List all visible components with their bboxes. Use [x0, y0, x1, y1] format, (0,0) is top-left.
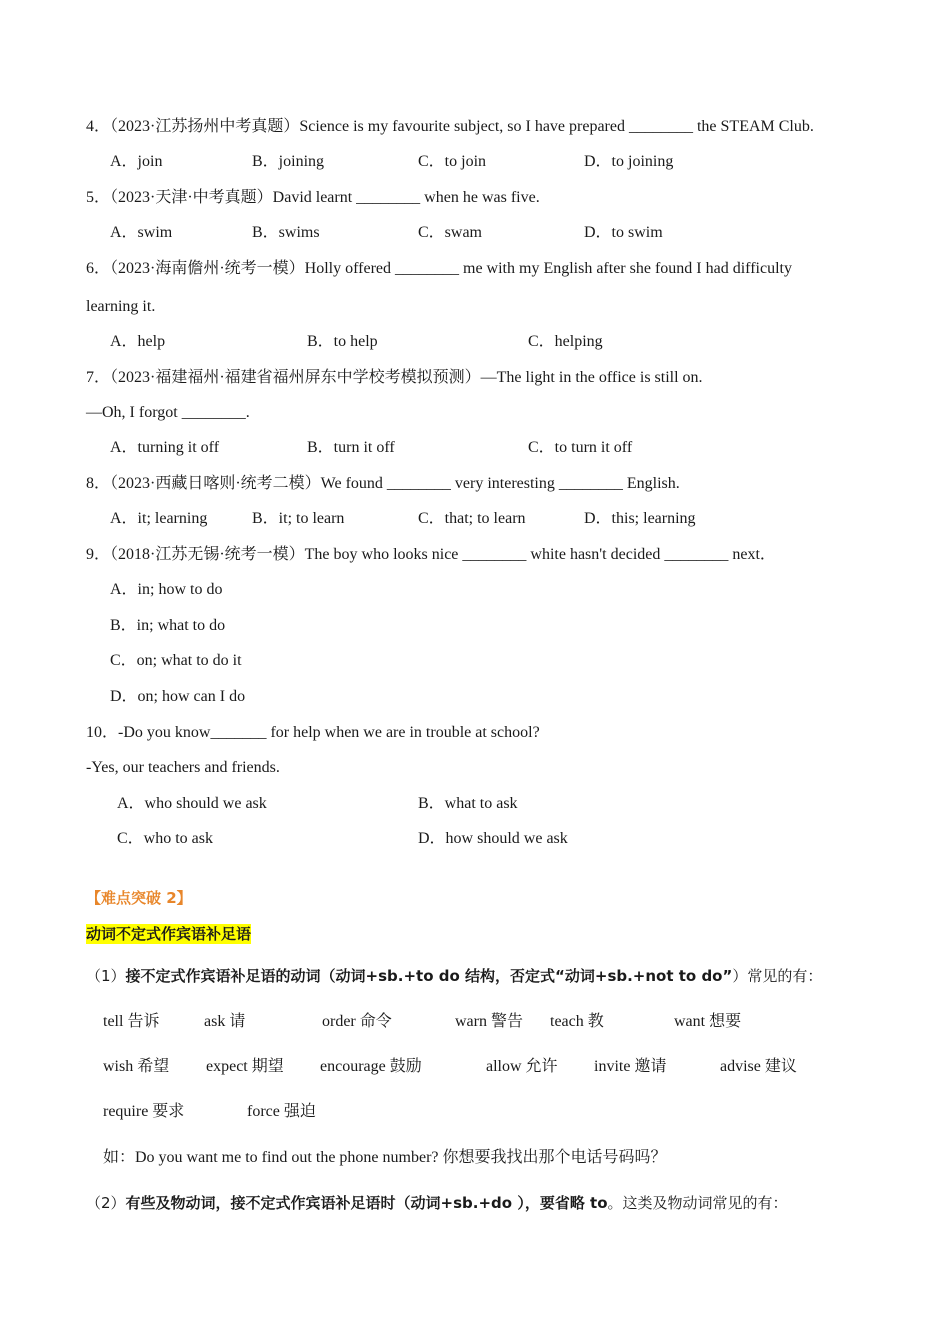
verb-item: tell 告诉 — [103, 1013, 160, 1030]
question-5-option-a: A．swim — [110, 224, 173, 241]
verb-item: want 想要 — [674, 1013, 742, 1030]
question-10-option-d: D．how should we ask — [418, 830, 568, 847]
section-subtitle — [86, 924, 251, 945]
verb-item: ask 请 — [204, 1013, 246, 1030]
question-6-stem: 6．（2023·海南儋州·统考一模）Holly offered ________ me with my English after she found I had difficulty — [86, 260, 792, 277]
question-9-option-d: D．on; how can I do — [110, 688, 246, 705]
question-10-stem: 10．-Do you know_______ for help when we are in trouble at school? — [86, 724, 540, 741]
verb-item: require 要求 — [103, 1103, 185, 1120]
verb-item: advise 建议 — [720, 1058, 797, 1075]
question-8-option-a: A．it; learning — [110, 510, 208, 527]
question-7-option-b: B．turn it off — [307, 439, 395, 456]
verb-item: wish 希望 — [103, 1058, 170, 1075]
question-4-option-c: C．to join — [418, 153, 487, 170]
verb-item: warn 警告 — [455, 1013, 523, 1030]
section-title: 【难点突破 2】 — [86, 889, 192, 907]
point-2-number: （2） — [86, 1194, 126, 1212]
question-7-stem: 7．（2023·福建福州·福建省福州屏东中学校考模拟预测）—The light in the office is still on. — [86, 369, 703, 386]
question-9-option-b: B．in; what to do — [110, 617, 226, 634]
point-1-tail-text: ）常见的有： — [732, 967, 823, 985]
question-5-option-b: B．swims — [252, 224, 320, 241]
point-1-number: （1） — [86, 967, 126, 985]
question-4-option-a: A．join — [110, 153, 163, 170]
question-7-option-a: A．turning it off — [110, 439, 220, 456]
question-6-stem-continued: learning it. — [86, 298, 156, 315]
verb-item: expect 期望 — [206, 1058, 284, 1075]
question-4-stem: 4．（2023·江苏扬州中考真题）Science is my favourite subject, so I have prepared ________ the STEAM Club. — [86, 118, 814, 135]
question-5-option-c: C．swam — [418, 224, 483, 241]
question-4-option-d: D．to joining — [584, 153, 674, 170]
question-9-stem: 9．（2018·江苏无锡·统考一模）The boy who looks nice ________ white hasn't decided ________ next． — [86, 546, 776, 563]
question-10-option-b: B．what to ask — [418, 795, 518, 812]
question-8-stem: 8．（2023·西藏日喀则·统考二模）We found ________ very interesting ________ English. — [86, 475, 680, 492]
verb-item: encourage 鼓励 — [320, 1058, 422, 1075]
question-4-option-b: B．joining — [252, 153, 325, 170]
question-7-reply: —Oh, I forgot ________. — [86, 404, 250, 421]
verb-item: order 命令 — [322, 1013, 392, 1030]
point-1 — [86, 966, 822, 986]
question-9-option-c: C．on; what to do it — [110, 652, 242, 669]
question-9-option-a: A．in; how to do — [110, 581, 223, 598]
section-subtitle-highlight: 动词不定式作宾语补足语 — [86, 925, 252, 943]
question-10-reply: -Yes, our teachers and friends. — [86, 759, 280, 776]
example-sentence: 如：Do you want me to find out the phone number? 你想要我找出那个电话号码吗？ — [103, 1149, 667, 1166]
verb-item: force 强迫 — [247, 1103, 316, 1120]
point-2-tail-text: 。这类及物动词常见的有： — [607, 1194, 788, 1212]
point-2 — [86, 1193, 788, 1213]
question-10-option-c: C．who to ask — [117, 830, 214, 847]
point-2-bold-text: 有些及物动词，接不定式作宾语补足语时（动词+sb.+do ），要省略 to — [125, 1194, 608, 1212]
question-6-option-c: C．helping — [528, 333, 603, 350]
verb-item: invite 邀请 — [594, 1058, 667, 1075]
question-7-option-c: C．to turn it off — [528, 439, 633, 456]
question-8-option-c: C．that; to learn — [418, 510, 526, 527]
question-6-option-a: A．help — [110, 333, 166, 350]
question-5-stem: 5．（2023·天津·中考真题）David learnt ________ when he was five. — [86, 189, 540, 206]
question-10-option-a: A．who should we ask — [117, 795, 267, 812]
question-8-option-b: B．it; to learn — [252, 510, 345, 527]
question-6-option-b: B．to help — [307, 333, 378, 350]
point-1-bold-text: 接不定式作宾语补足语的动词（动词+sb.+to do 结构，否定式“动词+sb.+not to do” — [125, 967, 733, 985]
verb-item: teach 教 — [550, 1013, 604, 1030]
verb-item: allow 允许 — [486, 1058, 558, 1075]
question-8-option-d: D．this; learning — [584, 510, 696, 527]
question-5-option-d: D．to swim — [584, 224, 663, 241]
